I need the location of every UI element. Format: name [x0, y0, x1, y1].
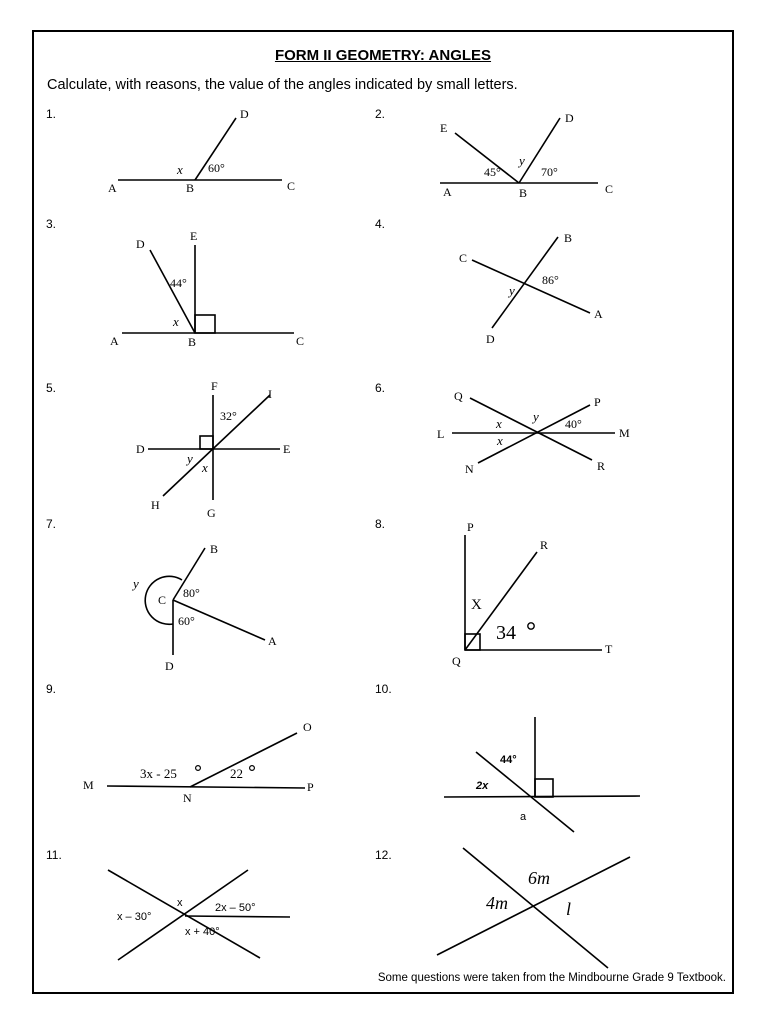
angle-variable-4m: 4m	[486, 893, 508, 913]
page-title: FORM II GEOMETRY: ANGLES	[274, 47, 492, 64]
angle-value-2: 70°	[541, 165, 558, 179]
question-number: 3.	[46, 217, 57, 231]
angle-variable-2x: 2x	[476, 780, 489, 792]
point-label-e: E	[190, 229, 198, 243]
right-angle-marker	[535, 779, 553, 797]
question-number: 1.	[46, 107, 57, 121]
line-1	[463, 848, 608, 968]
angle-variable: x	[177, 162, 183, 177]
point-label-d: D	[136, 442, 145, 456]
right-angle-marker	[200, 436, 213, 449]
point-label-b: B	[188, 335, 197, 349]
point-label-c: C	[287, 179, 296, 193]
angle-value: 40°	[565, 417, 582, 431]
degree-symbol	[250, 766, 255, 771]
question-number: 2.	[375, 107, 386, 121]
angle-variable-x-2: x	[497, 433, 503, 448]
point-label-c: C	[459, 251, 468, 265]
point-label-m: M	[619, 426, 630, 440]
degree-symbol	[528, 623, 534, 629]
angle-variable: y	[133, 576, 139, 591]
angle-value: 32°	[220, 409, 237, 423]
question-7	[46, 517, 277, 673]
point-label-p: P	[307, 780, 314, 794]
point-label-q: Q	[452, 654, 461, 668]
angle-value: 86°	[542, 273, 559, 287]
point-label-r: R	[540, 538, 549, 552]
angle-expression-2	[230, 766, 254, 781]
point-label-b: B	[519, 186, 528, 200]
angle-variable-6m: 6m	[528, 868, 550, 888]
angle-value-2: 60°	[178, 614, 195, 628]
point-label-e: E	[283, 442, 291, 456]
angle-value-34	[496, 622, 534, 644]
point-label-p: P	[467, 520, 474, 534]
point-label-d: D	[565, 111, 574, 125]
question-5	[46, 379, 290, 520]
point-label-d: D	[136, 237, 145, 251]
point-label-c: C	[605, 182, 614, 196]
point-label-c: C	[158, 593, 167, 607]
point-label-m: M	[83, 778, 94, 792]
question-number: 7.	[46, 517, 57, 531]
question-number: 12.	[375, 848, 392, 862]
ray-no	[190, 733, 297, 787]
angle-variable: y	[519, 153, 525, 168]
question-number: 8.	[375, 517, 386, 531]
point-label-a: A	[268, 634, 277, 648]
question-number: 10.	[375, 682, 392, 696]
question-2	[375, 107, 613, 200]
point-label-n: N	[465, 462, 474, 476]
angle-expression-1: x – 30°	[117, 911, 152, 923]
question-3	[46, 217, 304, 349]
point-label-f: F	[211, 379, 218, 393]
angle-value: 44°	[170, 276, 187, 290]
point-label-o: O	[303, 720, 312, 734]
point-label-b: B	[186, 181, 195, 195]
point-label-a: A	[108, 181, 117, 195]
point-label-b: B	[210, 542, 219, 556]
point-label-a: A	[594, 307, 603, 321]
question-number: 6.	[375, 381, 386, 395]
angle-variable: X	[471, 597, 482, 613]
line-ca	[472, 260, 590, 313]
question-number: 5.	[46, 381, 57, 395]
question-11	[46, 848, 290, 960]
angle-expression-3: x + 40°	[185, 926, 220, 938]
question-number: 11.	[46, 848, 62, 862]
point-label-l: L	[437, 427, 445, 441]
right-angle-marker	[195, 315, 215, 333]
question-10	[375, 682, 640, 832]
ray-horizontal	[185, 916, 290, 917]
point-label-n: N	[183, 791, 192, 805]
angle-value-2: 22	[230, 766, 243, 781]
point-label-d: D	[240, 107, 249, 121]
angle-expression-1	[140, 766, 200, 781]
angle-variable-y: y	[533, 409, 539, 424]
angle-variable-x-1: x	[496, 416, 502, 431]
point-label-a: A	[110, 334, 119, 348]
point-label-t: T	[605, 642, 613, 656]
point-label-p: P	[594, 395, 601, 409]
point-label-e: E	[440, 121, 448, 135]
angle-variable: x	[177, 897, 183, 909]
point-label-r: R	[597, 459, 606, 473]
angle-variable: x	[173, 314, 179, 329]
angle-variable-x: x	[202, 460, 208, 475]
point-label-g: G	[207, 506, 216, 520]
question-8	[375, 517, 613, 668]
point-label-q: Q	[454, 389, 463, 403]
point-label-d: D	[486, 332, 495, 346]
point-label-i: I	[268, 387, 272, 401]
angle-value-1: 3x - 25	[140, 766, 177, 781]
question-12	[375, 848, 630, 968]
question-number: 9.	[46, 682, 57, 696]
question-number: 4.	[375, 217, 386, 231]
question-6	[375, 381, 630, 476]
angle-variable-a: a	[520, 811, 527, 823]
footer-note: Some questions were taken from the Mindbourne Grade 9 Textbook.	[377, 972, 726, 984]
angle-value: 44°	[500, 754, 517, 766]
angle-variable-l: l	[566, 899, 572, 919]
point-label-d: D	[165, 659, 174, 673]
point-label-b: B	[564, 231, 573, 245]
angle-value: 34	[496, 622, 516, 644]
question-9	[46, 682, 314, 805]
angle-value-1: 80°	[183, 586, 200, 600]
point-label-c: C	[296, 334, 305, 348]
line-ih	[163, 395, 270, 496]
degree-symbol	[196, 766, 201, 771]
instructions: Calculate, with reasons, the value of the angles indicated by small letters.	[47, 77, 518, 93]
line-mnp	[107, 786, 305, 788]
angle-variable-y: y	[187, 451, 193, 466]
angle-value: 60°	[208, 161, 225, 175]
angle-variable: y	[509, 283, 515, 298]
angle-expression-2: 2x – 50°	[215, 902, 256, 914]
point-label-a: A	[443, 185, 452, 199]
point-label-h: H	[151, 498, 160, 512]
question-4	[375, 217, 603, 346]
question-1	[46, 107, 295, 195]
angle-value-1: 45°	[484, 165, 501, 179]
